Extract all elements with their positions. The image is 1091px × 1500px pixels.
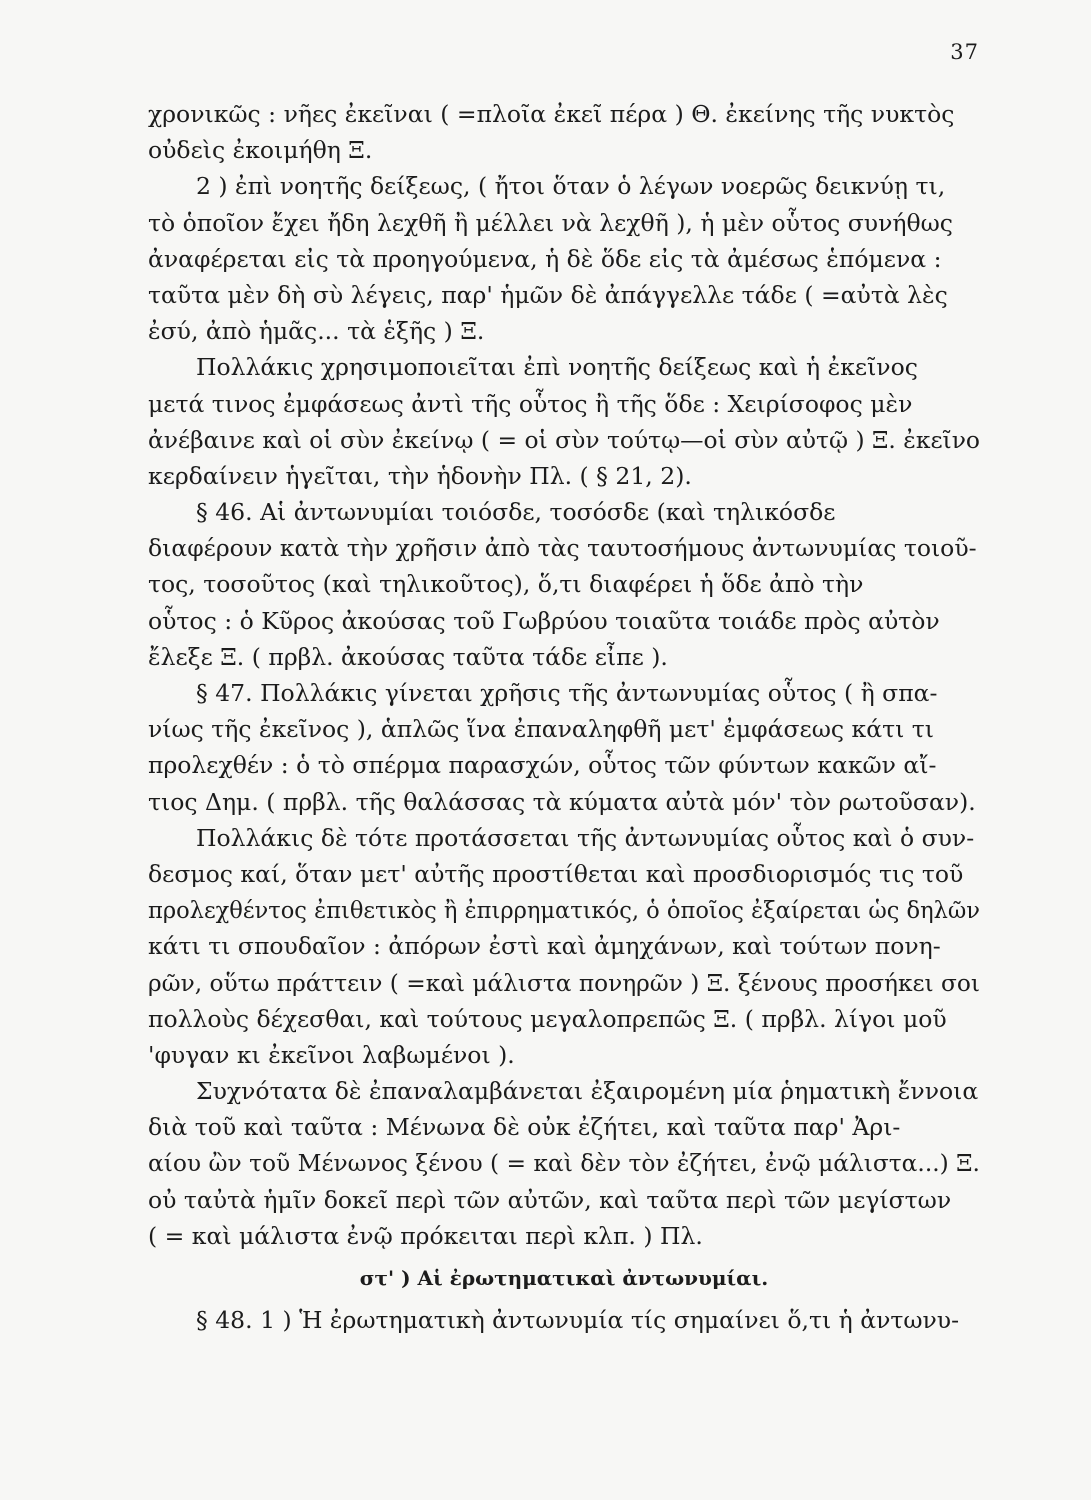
text-line: ἔλεξε Ξ. ( πρβλ. ἀκούσας ταῦτα τάδε εἶπε ). bbox=[148, 642, 668, 671]
text-line: τιος Δημ. ( πρβλ. τῆς θαλάσσας τὰ κύματα αὐτὰ μόν' τὸν ρωτοῦσαν). bbox=[148, 787, 976, 816]
text-line: Συχνότατα δὲ ἐπαναλαμβάνεται ἐξαιρομένη μία ῥηματικὴ ἔννοια bbox=[196, 1077, 979, 1106]
text-line: τὸ ὁποῖον ἔχει ἤδη λεχθῆ ἢ μέλλει νὰ λεχθῆ ), ἡ μὲν οὗτος συνήθως bbox=[148, 208, 953, 237]
text-line: ἐσύ, ἀπὸ ἡμᾶς... τὰ ἑξῆς ) Ξ. bbox=[148, 317, 485, 346]
text-line: ταῦτα μὲν δὴ σὺ λέγεις, παρ' ἡμῶν δὲ ἀπάγγελλε τάδε ( =αὐτὰ λὲς bbox=[148, 280, 948, 309]
text-line: οὐδεὶς ἐκοιμήθη Ξ. bbox=[148, 136, 373, 165]
text-line: δεσμος καί, ὅταν μετ' αὐτῆς προστίθεται καὶ προσδιορισμός τις τοῦ bbox=[148, 859, 964, 888]
text-line: § 47. Πολλάκις γίνεται χρῆσις τῆς ἀντωνυμίας οὗτος ( ἢ σπα- bbox=[196, 679, 938, 707]
text-line: κάτι τι σπουδαῖον : ἀπόρων ἐστὶ καὶ ἀμηχάνων, καὶ τούτων πονη- bbox=[148, 932, 941, 961]
text-line: § 46. Αἱ ἀντωνυμίαι τοιόσδε, τοσόσδε (καὶ τηλικόσδε bbox=[196, 498, 836, 527]
text-line: οὐ ταὐτὰ ἡμῖν δοκεῖ περὶ τῶν αὐτῶν, καὶ ταῦτα περὶ τῶν μεγίστων bbox=[148, 1185, 952, 1214]
section-heading: στ' ) Αἱ ἐρωτηματικαὶ ἀντωνυμίαι. bbox=[359, 1266, 769, 1290]
text-line: § 48. 1 ) Ἡ ἐρωτηματικὴ ἀντωνυμία τίς σημαίνει ὅ,τι ἡ ἀντωνυ- bbox=[196, 1306, 960, 1335]
text-line: διαφέρουν κατὰ τὴν χρῆσιν ἀπὸ τὰς ταυτοσήμους ἀντωνυμίας τοιοῦ- bbox=[148, 534, 977, 563]
text-line: κερδαίνειν ἡγεῖται, τὴν ἡδονὴν Πλ. ( § 21, 2). bbox=[148, 461, 692, 490]
text-line: ρῶν, οὕτω πράττειν ( =καὶ μάλιστα πονηρῶν ) Ξ. ξένους προσήκει σοι bbox=[148, 968, 980, 997]
text-line: προλεχθέν : ὁ τὸ σπέρμα παρασχών, οὗτος τῶν φύντων κακῶν αἴ- bbox=[148, 751, 937, 780]
text-line: χρονικῶς : νῆες ἐκεῖναι ( =πλοῖα ἐκεῖ πέρα ) Θ. ἐκείνης τῆς νυκτὸς bbox=[148, 100, 955, 128]
text-line: νίως τῆς ἐκεῖνος ), ἁπλῶς ἵνα ἐπαναληφθῆ μετ' ἐμφάσεως κάτι τι bbox=[148, 715, 934, 744]
text-line: ἀνέβαινε καὶ οἱ σὺν ἐκείνῳ ( = οἱ σὺν τούτῳ—οἱ σὺν αὐτῷ ) Ξ. ἐκεῖνο bbox=[148, 425, 980, 454]
text-line: τος, τοσοῦτος (καὶ τηλικοῦτος), ὅ,τι διαφέρει ἡ ὅδε ἀπὸ τὴν bbox=[148, 570, 864, 599]
page-number: 37 bbox=[950, 40, 979, 64]
text-line: αίου ὢν τοῦ Μένωνος ξένου ( = καὶ δὲν τὸν ἐζήτει, ἐνῷ μάλιστα...) Ξ. bbox=[148, 1149, 980, 1178]
text-line: οὗτος : ὁ Κῦρος ἀκούσας τοῦ Γωβρύου τοιαῦτα τοιάδε πρὸς αὐτὸν bbox=[148, 606, 940, 635]
text-body bbox=[148, 96, 980, 1338]
text-line: Πολλάκις χρησιμοποιεῖται ἐπὶ νοητῆς δείξεως καὶ ἡ ἐκεῖνος bbox=[196, 353, 918, 382]
text-line: πολλοὺς δέχεσθαι, καὶ τούτους μεγαλοπρεπῶς Ξ. ( πρβλ. λίγοι μοῦ bbox=[148, 1004, 947, 1033]
text-line: 2 ) ἐπὶ νοητῆς δείξεως, ( ἤτοι ὅταν ὁ λέγων νοερῶς δεικνύῃ τι, bbox=[196, 172, 946, 201]
text-line: προλεχθέντος ἐπιθετικὸς ἢ ἐπιρρηματικός, ὁ ὁποῖος ἐξαίρεται ὡς δηλῶν bbox=[148, 896, 980, 925]
text-line: μετά τινος ἐμφάσεως ἀντὶ τῆς οὗτος ἢ τῆς ὅδε : Χειρίσοφος μὲν bbox=[148, 389, 913, 418]
text-line: διὰ τοῦ καὶ ταῦτα : Μένωνα δὲ οὐκ ἐζήτει, καὶ ταῦτα παρ' Ἀρι- bbox=[148, 1113, 901, 1142]
text-line: 'φυγαν κι ἐκεῖνοι λαβωμένοι ). bbox=[148, 1040, 515, 1069]
text-line: ἀναφέρεται εἰς τὰ προηγούμενα, ἡ δὲ ὅδε εἰς τὰ ἀμέσως ἑπόμενα : bbox=[148, 244, 942, 273]
text-line: ( = καὶ μάλιστα ἐνῷ πρόκειται περὶ κλπ. ) Πλ. bbox=[148, 1221, 703, 1250]
text-line: Πολλάκις δὲ τότε προτάσσεται τῆς ἀντωνυμίας οὗτος καὶ ὁ συν- bbox=[196, 823, 975, 852]
